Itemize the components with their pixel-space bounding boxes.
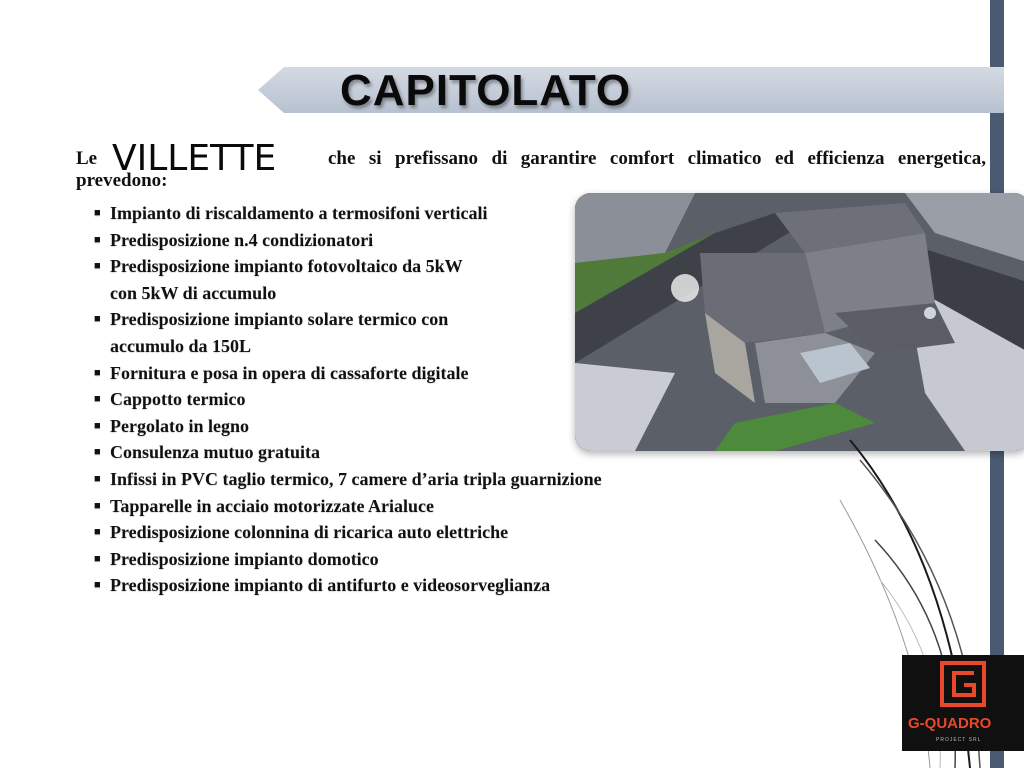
villa-render-illustration — [575, 193, 1024, 451]
intro-prevedono: prevedono: — [76, 170, 168, 191]
feature-item: ■ Predisposizione impianto domotico — [94, 546, 674, 573]
feature-item: ■ Impianto di riscaldamento a termosifoni verticali — [94, 200, 674, 227]
feature-item: ■ Predisposizione impianto di antifurto e videosorveglianza — [94, 572, 674, 599]
feature-item: ■ Tapparelle in acciaio motorizzate Arialuce — [94, 493, 674, 520]
feature-item: ■ Pergolato in legno — [94, 413, 674, 440]
feature-item: ■ Predisposizione impianto fotovoltaico da 5kW — [94, 253, 674, 280]
feature-item: ■ Infissi in PVC taglio termico, 7 camere d’aria tripla guarnizione — [94, 466, 674, 493]
intro-paragraph — [76, 138, 986, 194]
feature-item: ■ Fornitura e posa in opera di cassaforte digitale — [94, 360, 674, 387]
g-quadro-logo-mark — [902, 655, 1024, 751]
logo-subtitle: PROJECT SRL — [936, 737, 982, 743]
villa-render-image — [575, 193, 1024, 451]
intro-rest: che si prefissano di garantire comfort climatico ed efficienza energetica, — [328, 148, 986, 169]
intro-villette: VILLETTE — [112, 138, 277, 179]
feature-item-continuation: con 5kW di accumulo — [110, 282, 277, 303]
feature-item: ■ Consulenza mutuo gratuita — [94, 439, 674, 466]
page-title: CAPITOLATO — [340, 66, 632, 115]
g-quadro-logo — [902, 655, 1024, 751]
feature-item-continuation: accumulo da 150L — [110, 335, 252, 356]
feature-item: ■ Predisposizione impianto solare termico con — [94, 306, 674, 333]
feature-item: ■ Predisposizione colonnina di ricarica auto elettriche — [94, 519, 674, 546]
feature-item: ■ Predisposizione n.4 condizionatori — [94, 227, 674, 254]
feature-item: ■ Cappotto termico — [94, 386, 674, 413]
logo-wordmark: G-QUADRO — [908, 715, 992, 732]
intro-le: Le — [76, 148, 98, 169]
